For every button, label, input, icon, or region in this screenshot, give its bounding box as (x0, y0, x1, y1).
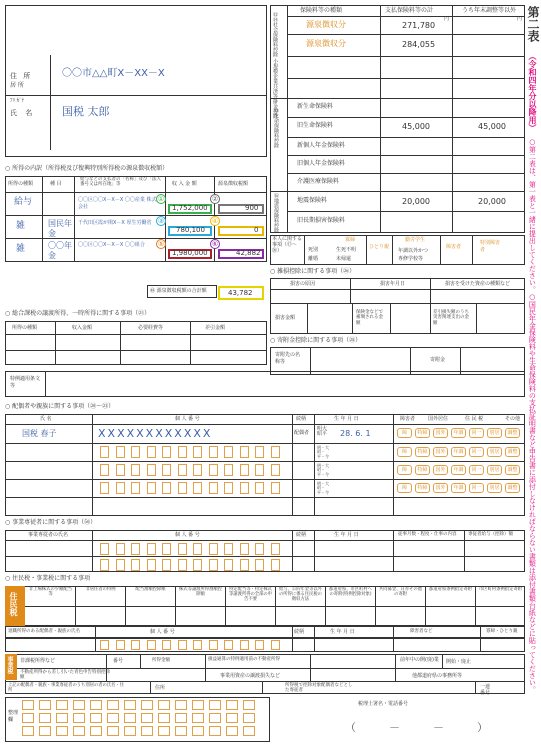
income-row-2-item: 国民年金 (48, 219, 72, 238)
relative-tag-4-6[interactable]: 別居 (487, 483, 502, 493)
income-marker-6: ⑥ (211, 240, 219, 248)
footer-cell-2-1[interactable] (22, 713, 34, 723)
relative-tag-3-6[interactable]: 別居 (487, 465, 502, 475)
number-cell-1-5[interactable] (162, 446, 171, 458)
resident-col-9: 都道府県条例指定寄附 (429, 587, 472, 592)
biz-tax-tab-label: 事業税 (6, 656, 13, 674)
relative-tag-1-5[interactable]: 同一 (469, 428, 484, 438)
resident-col-1: 非上場株式の少額配当等 (29, 587, 72, 597)
footer-cell-1-11[interactable] (192, 700, 204, 710)
footer-cell-3-13[interactable] (226, 726, 238, 736)
insurance-section-label: ⑬⑭社会保険料控除 小規模企業共済等掛金控除 (272, 12, 278, 119)
relative-tag-4-3[interactable]: 国外 (433, 483, 448, 493)
relative-tag-2-3[interactable]: 国外 (433, 447, 448, 457)
relative-tag-1-6[interactable]: 別居 (487, 428, 502, 438)
side-title: 第二表 (526, 6, 540, 42)
student-opt-1[interactable]: 年調以外かつ (398, 248, 429, 254)
biz-row2-blue: 不動産所得から差し引いた青色申告特別控除額 (20, 670, 110, 681)
footer-cell-2-5[interactable] (90, 713, 102, 723)
income-head-item: 種 目 (50, 181, 62, 187)
number-cell-2-3[interactable] (131, 464, 140, 476)
casualty-row2-amount: 損害金額 (275, 315, 296, 321)
casualty-col-cause: 損害の原因 (290, 281, 316, 287)
donation-title: ○ 寄附金控除に関する事項（㉘） (270, 337, 362, 344)
special-label: 特例適用条文等 (10, 376, 41, 389)
insurance-row-2-type: 源泉徴収分 (306, 39, 346, 48)
casualty-col-asset: 損害を受けた資産の種類など (445, 281, 511, 287)
footer-cell-1-7[interactable] (124, 700, 136, 710)
number-cell-3-10[interactable] (240, 482, 249, 494)
footer-cell-2-14[interactable] (243, 713, 255, 723)
name-value: 国税 太郎 (62, 105, 110, 118)
number-cell-3-4[interactable] (147, 482, 156, 494)
footer-cell-2-7[interactable] (124, 713, 136, 723)
spouse-first-name: 国税 春子 (22, 429, 57, 438)
income-head-income: 収 入 金 額 (172, 181, 197, 187)
biz-row1-nontax: 非課税所得など (20, 658, 56, 664)
footer-cell-3-3[interactable] (56, 726, 68, 736)
number-cell-2-11[interactable] (255, 464, 264, 476)
footer-cell-3-7[interactable] (124, 726, 136, 736)
footer-cell-2-12[interactable] (209, 713, 221, 723)
number-cell-2-7[interactable] (193, 464, 202, 476)
number-cell-1-3[interactable] (131, 446, 140, 458)
spouse-first-rel: 配偶者 (294, 430, 310, 436)
number-cell-3-1[interactable] (100, 482, 109, 494)
biz-row1-realestate: 損益通算の特例適用前の不動産所得 (208, 657, 280, 662)
footer-cell-2-10[interactable] (175, 713, 187, 723)
income-marker-3: ③ (157, 217, 165, 225)
resident-dep-widow: 寡婦・ひとり親 (486, 629, 518, 634)
number-cell-2-4[interactable] (147, 464, 156, 476)
footer-cell-1-4[interactable] (73, 700, 85, 710)
number-cell-3-2[interactable] (116, 482, 125, 494)
tax-accountant-phone[interactable]: （ － － ） (345, 721, 488, 734)
tag-single-parent[interactable]: ひとり親 (369, 244, 390, 250)
number-cell-1-7[interactable] (193, 446, 202, 458)
spouse-col-number: 個 人 番 号 (175, 416, 200, 422)
footer-cell-1-5[interactable] (90, 700, 102, 710)
resident-col-6: 給与、公的年金等以外の所得に係る住民税の徴収方法 (279, 587, 322, 602)
total-value: 43,782 (228, 289, 253, 297)
insurance-yen-1: 円 (444, 16, 450, 22)
footer-cell-1-8[interactable] (141, 700, 153, 710)
number-cell-2-5[interactable] (162, 464, 171, 476)
number-cell-1-12[interactable] (271, 446, 280, 458)
relative-tag-3-3[interactable]: 国外 (433, 465, 448, 475)
business-col-number: 個 人 番 号 (175, 532, 200, 538)
footer-cell-2-8[interactable] (141, 713, 153, 723)
footer-cell-3-10[interactable] (175, 726, 187, 736)
donation-col-amount: 寄附金 (430, 357, 446, 363)
footer-cell-2-2[interactable] (39, 713, 51, 723)
tag-special-disabled[interactable]: 特別障害者 (480, 240, 501, 253)
spouse-first-date: 28. 6. 1 (340, 429, 371, 438)
relative-tag-1-3[interactable]: 国外 (433, 428, 448, 438)
spouse-col-abroad: 国外居住 (428, 416, 449, 422)
footer-cell-2-4[interactable] (73, 713, 85, 723)
number-cell-1-6[interactable] (178, 446, 187, 458)
insurance-row-1-paid: 271,780 (402, 21, 436, 30)
footer-cell-1-2[interactable] (39, 700, 51, 710)
income-head-kind: 所得の種類 (8, 181, 34, 187)
relative-tag-2-7[interactable]: 調整 (505, 447, 520, 457)
relative-tag-4-4[interactable]: 年調 (451, 483, 466, 493)
footer-cell-1-14[interactable] (243, 700, 255, 710)
income-row-3-kind: 雑 (16, 244, 26, 254)
casualty-row2-insured: 保険金などで補塡される金額 (356, 310, 383, 326)
income-marker-1: ① (157, 195, 165, 203)
number-cell-1-10[interactable] (240, 446, 249, 458)
tag-student[interactable]: 勤労学生 (405, 237, 426, 243)
address-value: 〇〇市△△町X－XX－X (62, 68, 165, 79)
spouse-col-name: 氏 名 (40, 416, 52, 422)
resident-col-3: 配当割額控除額 (135, 587, 166, 592)
side-note: （令和四年分以降用） (528, 52, 537, 132)
furigana-label: ﾌﾘ ｶﾞﾅ (10, 98, 25, 104)
relative-tag-2-4[interactable]: 年調 (451, 447, 466, 457)
relative-tag-1-1[interactable]: 障 (397, 428, 412, 438)
footer-cell-3-2[interactable] (39, 726, 51, 736)
biz-row1-open: 前年中の開(廃)業 (400, 657, 439, 663)
business-col-salary: 専従者給与（控除）額 (468, 532, 513, 537)
income-row-1-kind: 給与 (14, 197, 33, 207)
income-marker-4: ④ (211, 217, 219, 225)
casualty-row2-disaster: 差引損失額のうち災害関連支出の金額 (433, 310, 469, 326)
income-row-3-income: 1,980,000 (172, 249, 208, 257)
number-cell-1-1[interactable] (100, 446, 109, 458)
income-row-1-income: 1,752,000 (172, 204, 208, 212)
relative-tag-3-2[interactable]: 特障 (415, 465, 430, 475)
relative-tag-1-4[interactable]: 年調 (451, 428, 466, 438)
quake-row-1-label: 地震保険料 (297, 197, 328, 204)
spouse-title: ○ 配偶者や親族に関する事項（⑳〜㉓） (5, 403, 115, 410)
resident-dep-name: 退職所得のある配偶者・親族の氏名 (8, 629, 80, 634)
total-label: ㊽ 源泉徴収税額の合計額 (150, 288, 207, 294)
relative-tag-2-2[interactable]: 特障 (415, 447, 430, 457)
quake-label: ⑯地震保険料控除 (273, 193, 279, 233)
spouse-col-disabled: 障害者 (400, 416, 416, 422)
life-row-3-label: 新個人年金保険料 (297, 142, 346, 149)
number-cell-3-12[interactable] (271, 482, 280, 494)
business-col-work: 従事月数・程度・仕事の内容 (398, 532, 457, 537)
number-cell-1-8[interactable] (209, 446, 218, 458)
special-box (5, 371, 525, 397)
footer-cell-2-13[interactable] (226, 713, 238, 723)
business-col-name: 事業専従者の氏名 (28, 532, 69, 538)
number-cell-2-6[interactable] (178, 464, 187, 476)
income-row-2-kind: 雑 (16, 221, 26, 231)
number-cell-2-1[interactable] (100, 464, 109, 476)
income-head-tax: 源泉徴収税額 (218, 181, 249, 187)
life-row-4-label: 旧個人年金保険料 (297, 160, 346, 167)
resident-col-4: 株式等譲渡所得割額控除額 (179, 587, 222, 597)
resident-dep-input[interactable] (5, 638, 525, 652)
footer-cell-1-10[interactable] (175, 700, 187, 710)
biz-row1-amount: 所得金額 (152, 658, 170, 663)
relative-tag-3-4[interactable]: 年調 (451, 465, 466, 475)
biz-row3-separate: 上記の配偶者・親族・事業専従者のうち別居の者の氏名・住所 (8, 683, 125, 694)
spouse-first-era: 明大昭平 (317, 426, 328, 437)
life-row-5-label: 介護医療保険料 (297, 178, 340, 185)
income-row-3-tax: 42,882 (236, 249, 261, 257)
personal-label: 本人に関する事項（⑰〜⑳） (272, 236, 303, 254)
quake-row-1-other: 20,000 (478, 197, 506, 206)
life-label: ⑮生命保険料控除 (273, 108, 279, 148)
resident-title: ○ 住民税・事業税に関する事項 (5, 575, 91, 582)
biz-row2-loss: 事業用資産の譲渡損失など (220, 673, 281, 679)
relative-tag-2-6[interactable]: 別居 (487, 447, 502, 457)
life-row-2-paid: 45,000 (402, 122, 430, 131)
number-cell-3-7[interactable] (193, 482, 202, 494)
number-cell-1-9[interactable] (224, 446, 233, 458)
resident-dep-disabled: 障害者など (410, 629, 433, 634)
relative-tag-3-7[interactable]: 調整 (505, 465, 520, 475)
separate-table (5, 321, 267, 365)
relative-row-4-era: 明・大 昭・平・令 (317, 481, 329, 495)
income-row-1-payer: 〇〇区〇〇X－X－X 〇〇産業 株式会社 (78, 197, 157, 210)
relative-tag-4-7[interactable]: 調整 (505, 483, 520, 493)
resident-dep-rel: 続柄 (294, 629, 305, 635)
number-cell-2-9[interactable] (224, 464, 233, 476)
spouse-col-resident: 住 民 税 (465, 416, 484, 422)
number-cell-1-2[interactable] (116, 446, 125, 458)
footer-cell-3-9[interactable] (158, 726, 170, 736)
biz-row1-number: 番号 (113, 658, 124, 664)
resident-col-8: 共同募金、日赤その他の寄附 (379, 587, 422, 597)
biz-row1-status: 開始・廃止 (446, 659, 472, 665)
number-cell-3-11[interactable] (255, 482, 264, 494)
number-cell-3-5[interactable] (162, 482, 171, 494)
biz-row2-office: 他都道府県の事務所等 (412, 673, 463, 679)
insurance-col-type: 保険料等の種類 (300, 7, 343, 14)
income-row-1-tax: 900 (245, 204, 259, 212)
relative-tag-4-5[interactable]: 同一 (469, 483, 484, 493)
separate-col-income: 収入金額 (72, 325, 93, 331)
income-title: ○ 所得の内訳（所得税及び復興特別所得税の源泉徴収税額） (5, 165, 169, 172)
resident-col-7: 都道府県、市区町村への寄附(特例控除対象) (329, 587, 372, 597)
relative-tag-3-1[interactable]: 障 (397, 465, 412, 475)
income-row-2-tax: 0 (254, 226, 259, 234)
address-label: 住 所 (10, 72, 33, 80)
relative-tag-4-1[interactable]: 障 (397, 483, 412, 493)
insurance-row-2-paid: 284,055 (402, 40, 436, 49)
footer-cell-3-8[interactable] (141, 726, 153, 736)
casualty-col-date: 損害年月日 (380, 281, 406, 287)
income-row-3-item: 〇〇年金 (48, 241, 72, 260)
footer-cell-1-9[interactable] (158, 700, 170, 710)
biz-row3-serial: 一連番号 (480, 684, 491, 696)
separate-col-cost: 必要経費等 (138, 325, 164, 331)
resident-col-10: 市区町村条例指定寄附 (479, 587, 522, 592)
footer-cell-2-11[interactable] (192, 713, 204, 723)
business-title: ○ 事業専従者に関する事項（㊿） (5, 519, 97, 526)
number-cell-3-3[interactable] (131, 482, 140, 494)
insurance-col-year-end: うち年末調整等以外 (462, 7, 517, 14)
biz-row3-spouse: 所得税で控除対象配偶者などとした専従者 (285, 683, 353, 694)
side-text: ○第二表は、第一表と一緒に提出してください。○国民年金保険料や生命保険料の支払証明書など申告書に添付しなければならない書類は添付書類台紙などに貼ってください。 (528, 138, 537, 693)
resident-col-2: 非居住者の特例 (85, 587, 116, 592)
number-cell-2-8[interactable] (209, 464, 218, 476)
name-label: 氏 名 (10, 109, 36, 117)
number-cell-3-8[interactable] (209, 482, 218, 494)
income-marker-5: ⑤ (157, 240, 165, 248)
footer-cell-3-6[interactable] (107, 726, 119, 736)
income-row-2-income: 780,100 (176, 226, 205, 234)
footer-cell-2-9[interactable] (158, 713, 170, 723)
footer-label: 整理欄 (8, 710, 19, 723)
relative-tag-4-2[interactable]: 特障 (415, 483, 430, 493)
resident-dep-row (5, 626, 525, 638)
footer-cell-1-13[interactable] (226, 700, 238, 710)
number-cell-3-9[interactable] (224, 482, 233, 494)
footer-cell-3-5[interactable] (90, 726, 102, 736)
footer-cell-1-1[interactable] (22, 700, 34, 710)
footer-cell-3-12[interactable] (209, 726, 221, 736)
casualty-title: ○ 雑損控除に関する事項（㉖） (270, 268, 356, 275)
tag-widow[interactable]: 寡婦 (345, 237, 356, 243)
personal-opt-4[interactable]: 未帰還 (336, 256, 352, 262)
relative-row-3-era: 明・大 昭・平・令 (317, 463, 329, 477)
personal-opt-1[interactable]: 死別 (308, 247, 319, 253)
address-box (5, 5, 267, 157)
number-cell-2-10[interactable] (240, 464, 249, 476)
insurance-row-1-type: 源泉徴収分 (306, 20, 346, 29)
footer-cell-3-11[interactable] (192, 726, 204, 736)
relative-row-2-era: 明・大 昭・平・令 (317, 445, 329, 459)
relative-tag-3-5[interactable]: 同一 (469, 465, 484, 475)
footer-cell-3-1[interactable] (22, 726, 34, 736)
student-opt-2[interactable]: 専修学校等 (398, 256, 424, 262)
tax-accountant-label: 税理士署名・電話番号 (358, 701, 409, 707)
quake-row-2-label: 旧長期損害保険料 (297, 217, 346, 224)
insurance-col-paid: 支払保険料等の計 (385, 7, 434, 14)
relative-tag-1-7[interactable]: 調整 (505, 428, 520, 438)
income-marker-2: ② (211, 195, 219, 203)
income-head-payer: 給与などの支払者の「名称」及び「法人番号又は所在地」等 (80, 177, 161, 187)
resident-dep-number: 個 人 番 号 (150, 629, 175, 635)
number-cell-2-2[interactable] (116, 464, 125, 476)
footer-cell-1-3[interactable] (56, 700, 68, 710)
separate-col-kind: 所得の種類 (12, 325, 38, 331)
relative-tag-2-5[interactable]: 同一 (469, 447, 484, 457)
footer-cell-2-3[interactable] (56, 713, 68, 723)
business-col-rel: 続柄 (296, 532, 307, 538)
quake-row-1-paid: 20,000 (402, 197, 430, 206)
address-sub-label: 居 所 (10, 82, 24, 89)
insurance-yen-2: 円 (517, 16, 523, 22)
tag-disabled[interactable]: 障害者 (446, 244, 462, 250)
personal-opt-3[interactable]: 離婚 (308, 256, 319, 262)
number-cell-2-12[interactable] (271, 464, 280, 476)
resident-tab-label: 住民税 (9, 592, 18, 616)
business-col-birth: 生 年 月 日 (334, 532, 359, 538)
relative-tag-1-2[interactable]: 特障 (415, 428, 430, 438)
spouse-first-number: XXXXXXXXXXXX (98, 427, 213, 440)
footer-cell-1-12[interactable] (209, 700, 221, 710)
footer-cell-3-4[interactable] (73, 726, 85, 736)
biz-row3-address: 住所 (155, 685, 166, 691)
income-row-3-payer: 〇〇区〇〇X－X－X 〇〇組合 (78, 242, 145, 248)
life-row-1-label: 新生命保険料 (297, 103, 334, 110)
footer-cell-3-14[interactable] (243, 726, 255, 736)
spouse-col-rel: 続柄 (296, 416, 307, 422)
number-cell-3-6[interactable] (178, 482, 187, 494)
footer-cell-1-6[interactable] (107, 700, 119, 710)
number-cell-1-11[interactable] (255, 446, 264, 458)
income-row-2-payer: 千代田区霞が関X－X 厚生労働省 (78, 220, 152, 226)
personal-opt-2[interactable]: 生死不明 (336, 247, 357, 253)
separate-title: ○ 総合課税の譲渡所得、一時所得に関する事項（㉑） (5, 310, 151, 317)
number-cell-1-4[interactable] (147, 446, 156, 458)
footer-cell-2-6[interactable] (107, 713, 119, 723)
resident-col-5: 特定配当等・特定株式等譲渡所得の全部の申告不要 (229, 587, 272, 602)
spouse-col-birth: 生 年 月 日 (334, 416, 359, 422)
resident-dep-birth: 生 年 月 日 (330, 629, 355, 635)
donation-col-name: 寄附先の名称等 (275, 352, 301, 365)
spouse-col-other: その他 (505, 416, 521, 422)
relative-tag-2-1[interactable]: 障 (397, 447, 412, 457)
separate-col-diff: 差引金額 (205, 325, 226, 331)
life-row-2-label: 旧生命保険料 (297, 122, 334, 129)
life-row-2-other: 45,000 (478, 122, 506, 131)
